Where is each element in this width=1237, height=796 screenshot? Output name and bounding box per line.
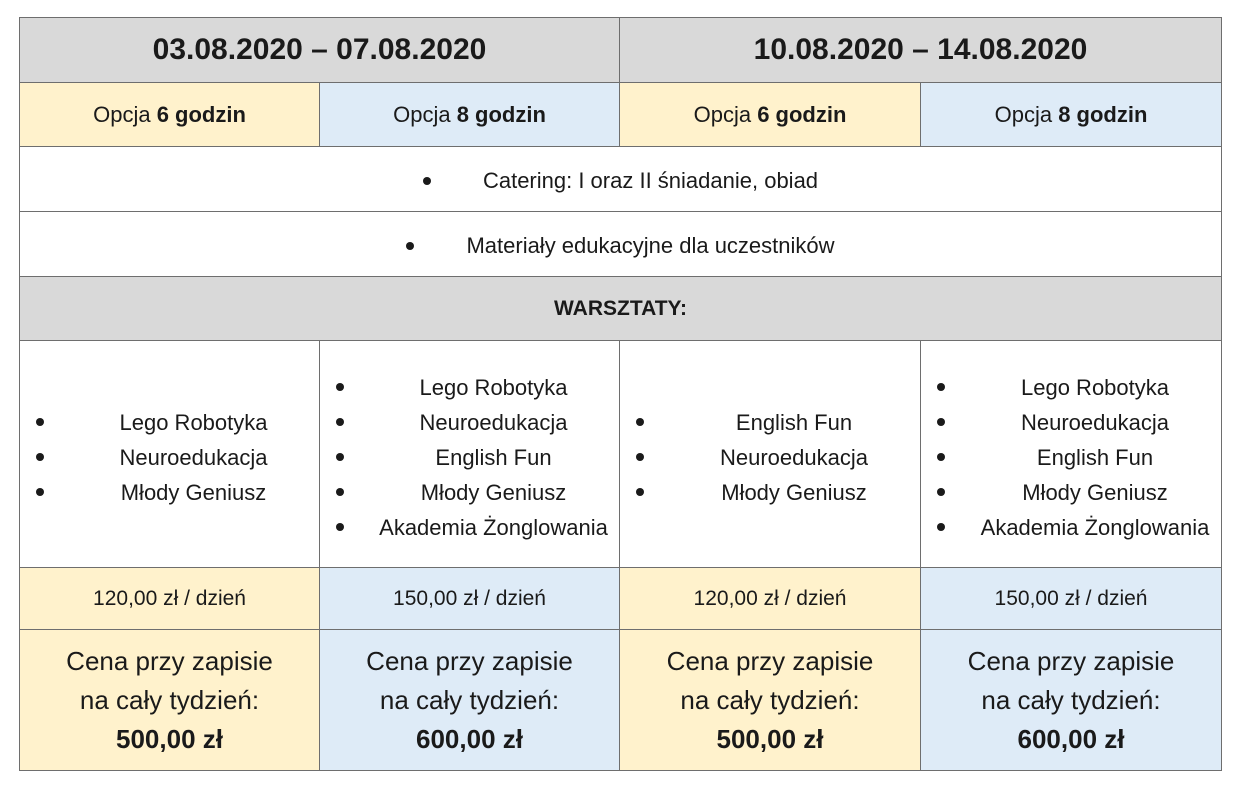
weekly-price-cell bbox=[20, 630, 320, 771]
workshop-item: Lego Robotyka bbox=[34, 405, 319, 440]
weekly-price-cell bbox=[320, 630, 620, 771]
option-hours: 6 godzin bbox=[156, 101, 246, 127]
daily-price: 120,00 zł / dzień bbox=[20, 568, 320, 630]
workshop-item: Młody Geniusz bbox=[334, 475, 619, 510]
option-hours: 8 godzin bbox=[456, 101, 546, 127]
workshop-item: Lego Robotyka bbox=[935, 370, 1221, 405]
bullet-icon bbox=[406, 242, 414, 250]
feature-text: Catering: I oraz II śniadanie, obiad bbox=[482, 167, 819, 193]
option-hours: 8 godzin bbox=[1058, 101, 1148, 127]
weekly-price: 600,00 zł bbox=[1017, 723, 1125, 754]
option-cell bbox=[620, 83, 921, 147]
weekly-label: na cały tydzień: bbox=[79, 684, 260, 715]
weekly-price: 600,00 zł bbox=[416, 723, 523, 754]
workshops-heading-row bbox=[20, 277, 1222, 341]
workshop-cell bbox=[320, 341, 620, 568]
workshop-item: Neuroedukacja bbox=[334, 405, 619, 440]
workshop-list bbox=[921, 370, 1221, 545]
week-1-dates: 03.08.2020 – 07.08.2020 bbox=[20, 18, 620, 83]
daily-price-row bbox=[20, 568, 1222, 630]
option-cell bbox=[20, 83, 320, 147]
weekly-label: Cena przy zapisie bbox=[66, 645, 273, 676]
week-header-row bbox=[20, 18, 1222, 83]
daily-price: 150,00 zł / dzień bbox=[921, 568, 1222, 630]
daily-price: 150,00 zł / dzień bbox=[320, 568, 620, 630]
option-cell bbox=[320, 83, 620, 147]
workshop-item: English Fun bbox=[334, 440, 619, 475]
weekly-label: na cały tydzień: bbox=[981, 684, 1161, 715]
bullet-icon bbox=[423, 177, 431, 185]
week-2-dates: 10.08.2020 – 14.08.2020 bbox=[620, 18, 1222, 83]
feature-cell bbox=[20, 147, 1222, 212]
weekly-price: 500,00 zł bbox=[116, 723, 223, 754]
option-prefix: Opcja bbox=[93, 101, 157, 127]
daily-price: 120,00 zł / dzień bbox=[620, 568, 921, 630]
feature-row-catering bbox=[20, 147, 1222, 212]
workshop-item: English Fun bbox=[935, 440, 1221, 475]
weekly-label: na cały tydzień: bbox=[379, 684, 560, 715]
pricing-table bbox=[19, 17, 1222, 771]
workshop-item: Neuroedukacja bbox=[935, 405, 1221, 440]
workshop-item: Neuroedukacja bbox=[634, 440, 920, 475]
workshop-list bbox=[320, 370, 619, 545]
weekly-price: 500,00 zł bbox=[716, 723, 824, 754]
workshop-item: Lego Robotyka bbox=[334, 370, 619, 405]
feature-row-materials bbox=[20, 212, 1222, 277]
weekly-price-cell bbox=[620, 630, 921, 771]
feature-text: Materiały edukacyjne dla uczestników bbox=[466, 232, 835, 258]
weekly-label: Cena przy zapisie bbox=[967, 645, 1175, 676]
workshop-item: Młody Geniusz bbox=[935, 475, 1221, 510]
weekly-price-row bbox=[20, 630, 1222, 771]
weekly-label: na cały tydzień: bbox=[680, 684, 860, 715]
workshop-item: Młody Geniusz bbox=[634, 475, 920, 510]
workshops-heading: WARSZTATY: bbox=[20, 277, 1222, 341]
weekly-label: Cena przy zapisie bbox=[666, 645, 874, 676]
option-prefix: Opcja bbox=[693, 101, 758, 127]
option-prefix: Opcja bbox=[994, 101, 1059, 127]
workshop-item: Neuroedukacja bbox=[34, 440, 319, 475]
workshop-item: Akademia Żonglowania bbox=[935, 510, 1221, 545]
workshop-item: Akademia Żonglowania bbox=[334, 510, 619, 545]
workshop-item: Młody Geniusz bbox=[34, 475, 319, 510]
option-prefix: Opcja bbox=[393, 101, 457, 127]
option-cell bbox=[921, 83, 1222, 147]
workshops-row bbox=[20, 341, 1222, 568]
workshop-cell bbox=[620, 341, 921, 568]
option-hours: 6 godzin bbox=[757, 101, 847, 127]
workshop-cell bbox=[20, 341, 320, 568]
weekly-label: Cena przy zapisie bbox=[366, 645, 573, 676]
workshop-list bbox=[620, 405, 920, 510]
workshop-list bbox=[20, 405, 319, 510]
feature-cell bbox=[20, 212, 1222, 277]
option-row bbox=[20, 83, 1222, 147]
weekly-price-cell bbox=[921, 630, 1222, 771]
workshop-cell bbox=[921, 341, 1222, 568]
workshop-item: English Fun bbox=[634, 405, 920, 440]
